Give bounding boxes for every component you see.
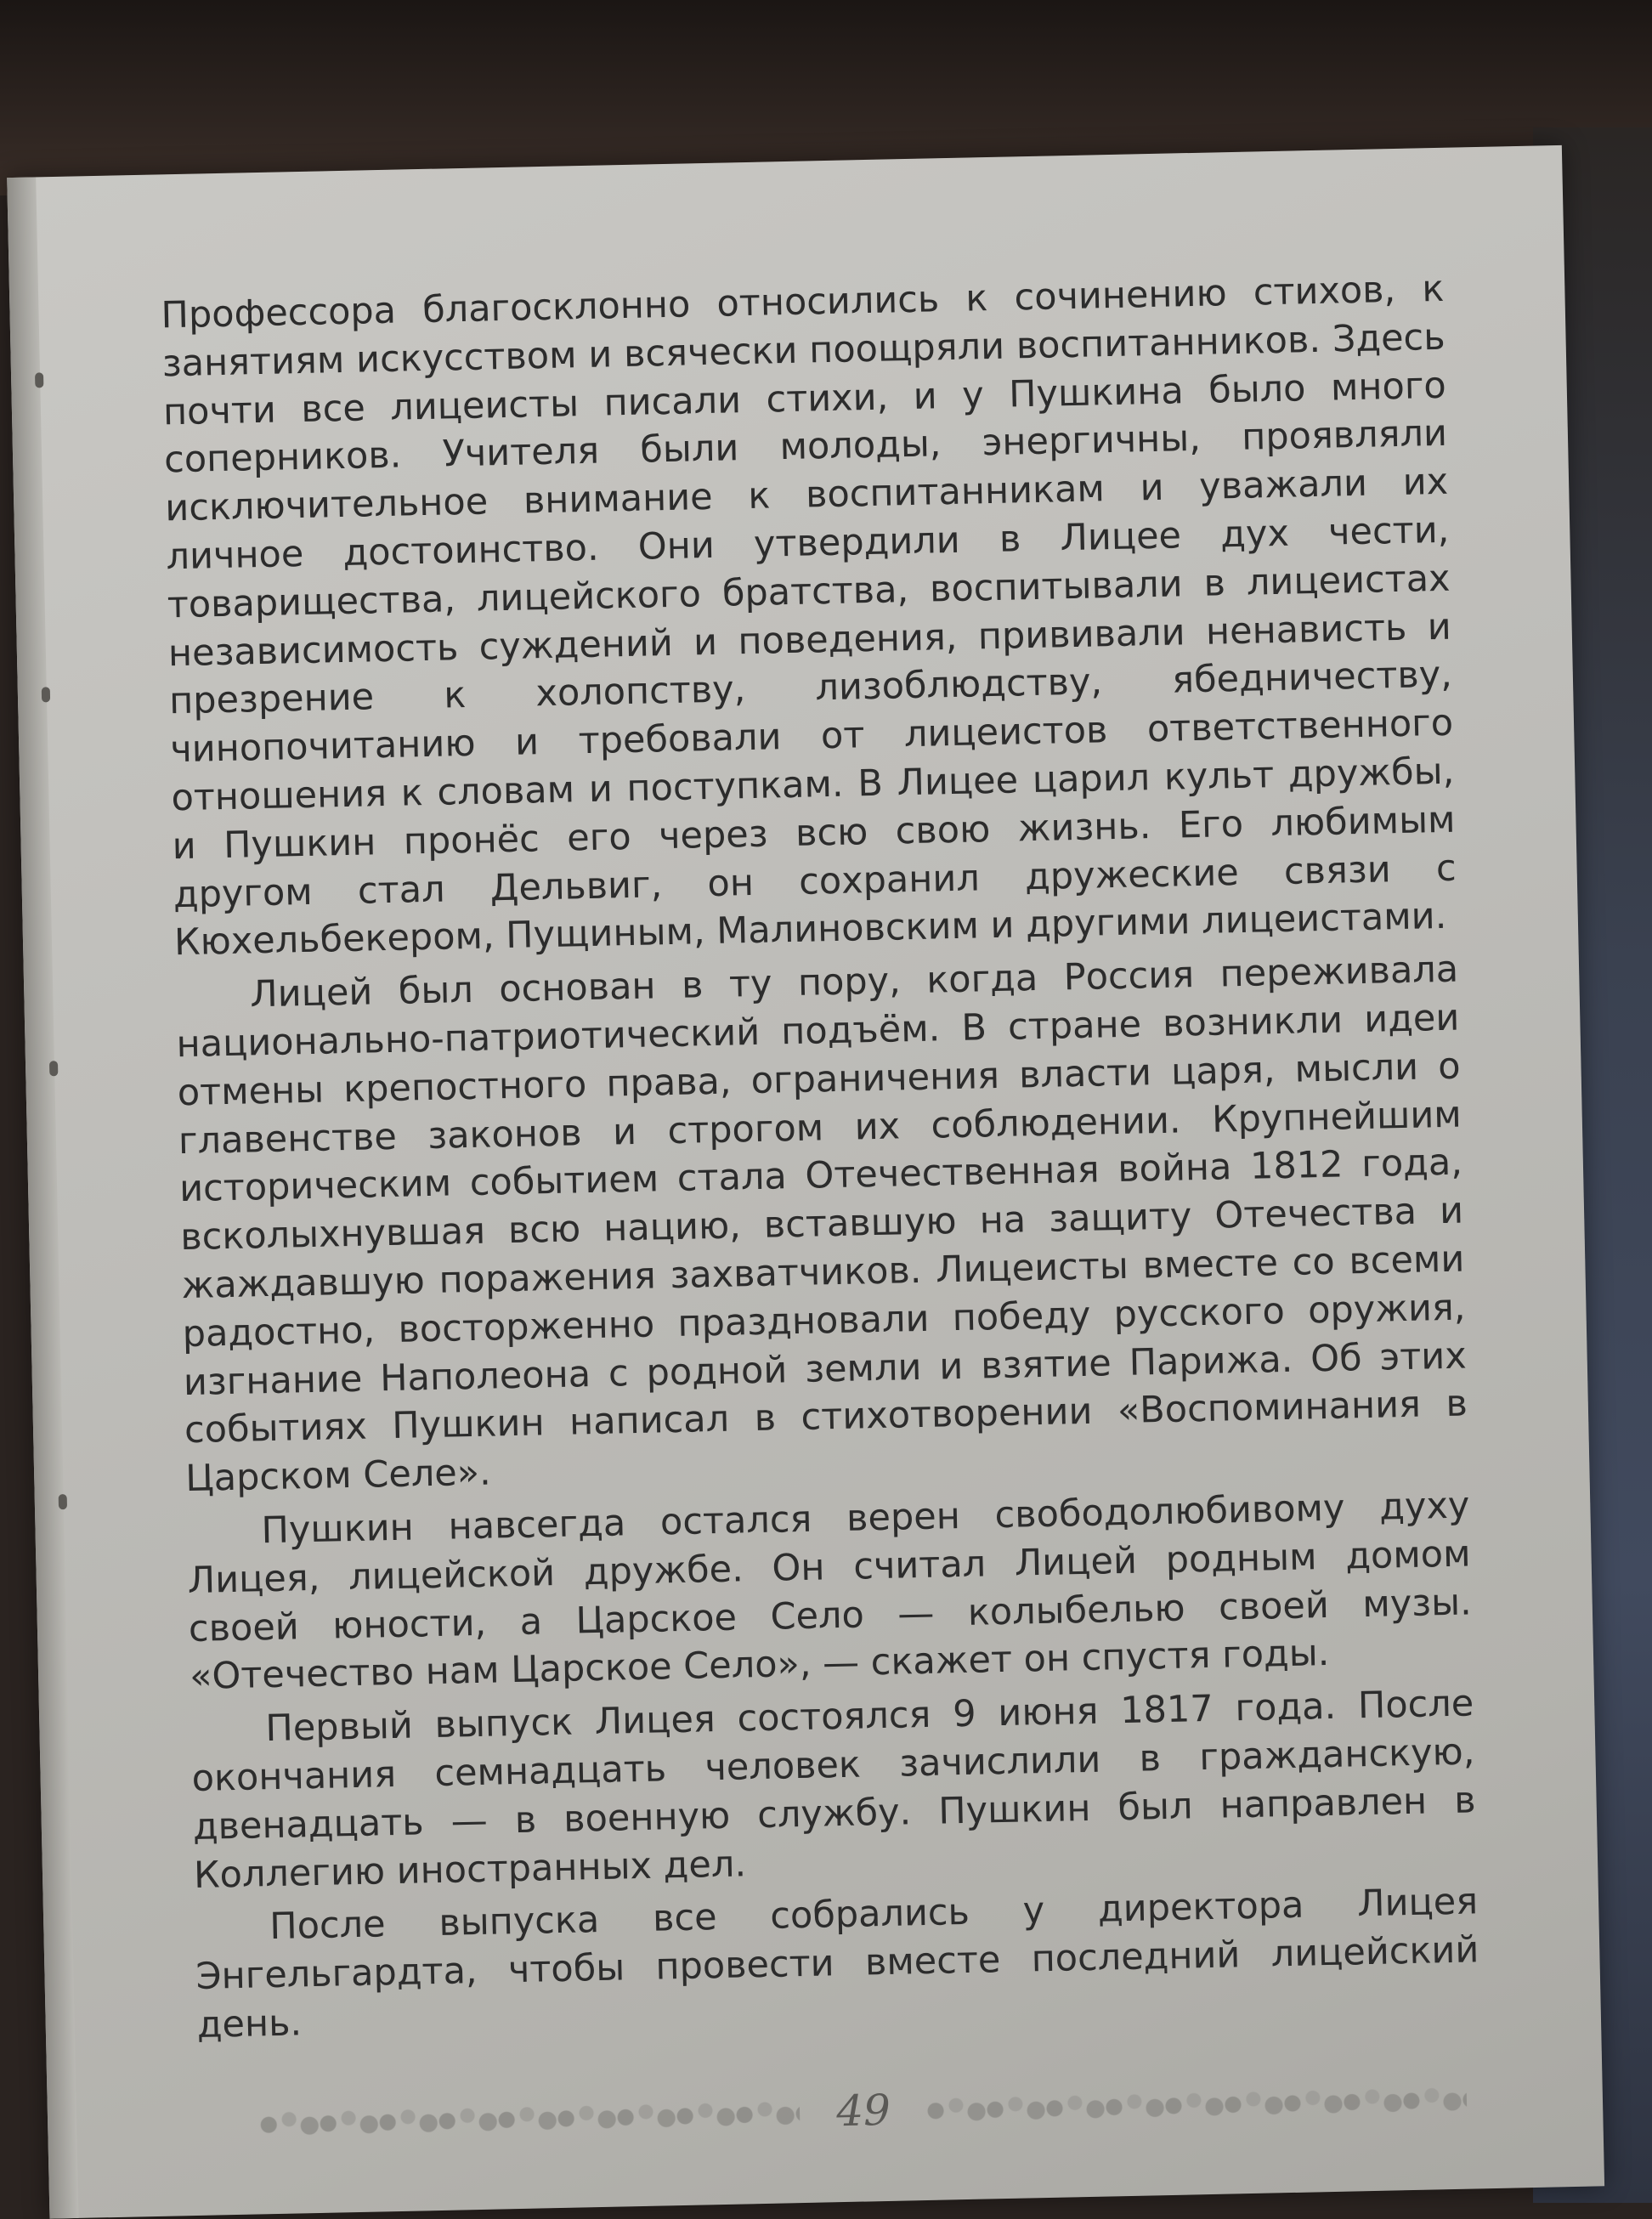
decorative-dots-left (260, 2095, 801, 2140)
body-text (161, 265, 1480, 2055)
binding-mark (42, 687, 50, 702)
page-number: 49 (835, 2085, 891, 2137)
binding-mark (49, 1061, 58, 1076)
decorative-dots-right (927, 2081, 1468, 2126)
paragraph: Пушкин навсегда остался верен свободолюбивому духу Лицея, лицейской дружбе. Он считал Лицей родным домом своей юности, а Царское Село — колыбелью своей музы. «Отечество нам Царское Село», — скажет он спустя годы. (187, 1484, 1473, 1699)
binding-mark (59, 1494, 67, 1509)
page-binding-edge (7, 177, 78, 2218)
paragraph: Профессора благосклонно относились к сочинению стихов, к занятиям искусством и всячески поощряли воспитанников. Здесь почти все лицеисты писали стихи, и у Пушкина было много соперников. Учителя были молоды, энергичны, проявляли исключительное внимание к воспитанникам и уважали их личное достоинство. Они утвердили в Лицее дух чести, товарищества, лицейского братства, воспитывали в лицеистах независимость суждений и поведения, прививали ненависть и презрение к холопству, лизоблюдству, ябедничеству, чинопочитанию и требовали от лицеистов ответственного отношения к словам и поступкам. В Лицее царил культ дружбы, и Пушкин пронёс его через всю свою жизнь. Его любимым другом стал Дельвиг, он сохранил дружеские связи с Кюхельбекером, Пущиным, Малиновским и другими лицеистами. (161, 267, 1457, 965)
page-footer (259, 2069, 1467, 2154)
paragraph: Лицей был основан в ту пору, когда Россия переживала национально-патриотический подъём. В стране возникли идеи отмены крепостного права, ограничения власти царя, мысли о главенстве законов и строгом их соблюдении. Крупнейшим историческим событием стала Отечественная война 1812 года, всколыхнувшая всю нацию, вставшую на защиту Отечества и жаждавшую поражения захватчиков. Лицеисты вместе со всеми радостно, восторженно праздновали победу русского оружия, изгнание Наполеона с родной земли и взятие Парижа. Об этих событиях Пушкин написал в стихотворении «Воспоминания в Царском Селе». (176, 948, 1468, 1501)
paragraph: Первый выпуск Лицея состоялся 9 июня 1817 года. После окончания семнадцать человек зачислили в гражданскую, двенадцать — в военную службу. Пушкин был направлен в Коллегию иностранных дел. (191, 1682, 1477, 1897)
binding-mark (35, 372, 43, 388)
paragraph: После выпуска все собрались у директора Лицея Энгельгардта, чтобы провести вместе последний лицейский день. (195, 1880, 1479, 2046)
book-page (7, 145, 1604, 2219)
